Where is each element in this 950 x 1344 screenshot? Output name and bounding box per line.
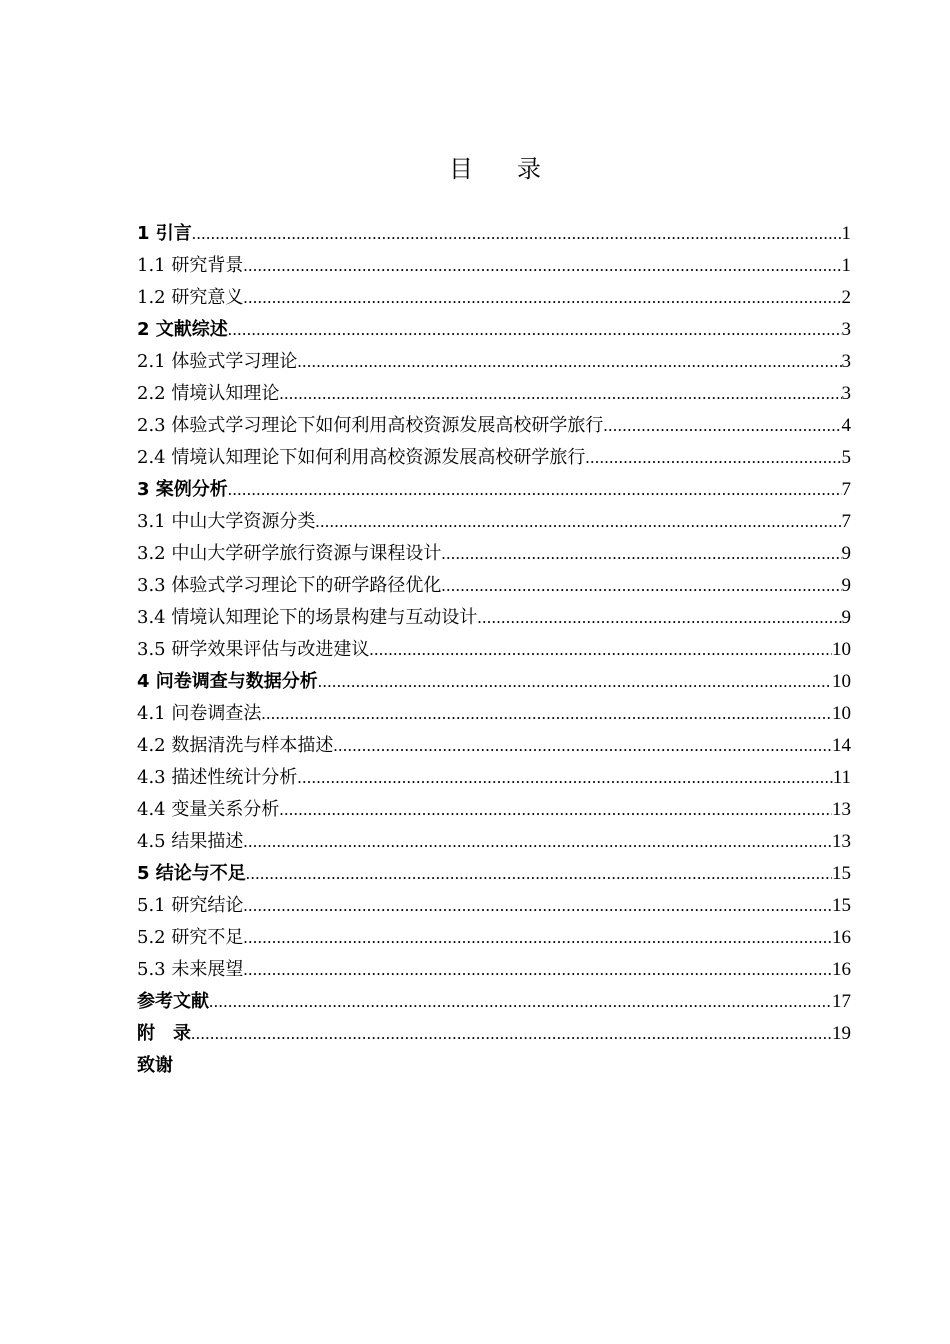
toc-dot-leader <box>209 986 832 1018</box>
toc-dot-leader <box>333 730 832 762</box>
toc-entry-label: 3.3 体验式学习理论下的研学路径优化 <box>137 575 442 596</box>
toc-dot-leader <box>243 282 841 314</box>
toc-entry-page-number: 15 <box>832 863 851 884</box>
toc-entry[interactable] <box>137 826 851 858</box>
toc-entry-page-number: 11 <box>832 767 851 788</box>
toc-dot-leader <box>585 442 841 474</box>
toc-entry-label: 4 问卷调查与数据分析 <box>137 671 318 692</box>
toc-entry-page-number: 13 <box>832 799 851 820</box>
toc-entry-page-number: 2 <box>841 287 851 308</box>
toc-entry-label: 4.3 描述性统计分析 <box>137 767 298 788</box>
toc-dot-leader <box>603 410 841 442</box>
toc-entry[interactable] <box>137 218 851 250</box>
toc-dot-leader <box>369 634 832 666</box>
toc-entry-page-number: 3 <box>841 383 851 404</box>
toc-entry-label: 2.1 体验式学习理论 <box>137 351 298 372</box>
toc-dot-leader <box>243 826 832 858</box>
toc-entry-page-number: 7 <box>841 479 851 500</box>
toc-entry-page-number: 9 <box>841 543 851 564</box>
toc-dot-leader <box>246 858 832 890</box>
table-of-contents <box>137 218 851 1082</box>
toc-entry-page-number: 9 <box>841 607 851 628</box>
toc-entry[interactable] <box>137 794 851 826</box>
toc-entry-page-number: 19 <box>832 1023 851 1044</box>
toc-dot-leader <box>243 922 832 954</box>
toc-entry-label: 附 录 <box>137 1023 191 1044</box>
toc-entry-label: 2 文献综述 <box>137 319 228 340</box>
toc-entry[interactable] <box>137 986 851 1018</box>
toc-entry[interactable] <box>137 1018 851 1050</box>
toc-entry-label: 致谢 <box>137 1055 173 1076</box>
toc-entry-label: 2.4 情境认知理论下如何利用高校资源发展高校研学旅行 <box>137 447 586 468</box>
toc-entry-page-number: 10 <box>832 703 851 724</box>
toc-dot-leader <box>297 346 841 378</box>
toc-entry[interactable] <box>137 538 851 570</box>
toc-entry[interactable] <box>137 1050 851 1082</box>
toc-entry-label: 3.2 中山大学研学旅行资源与课程设计 <box>137 543 442 564</box>
toc-entry-page-number: 1 <box>841 223 851 244</box>
toc-entry-label: 2.2 情境认知理论 <box>137 383 280 404</box>
toc-dot-leader <box>297 762 832 794</box>
toc-dot-leader <box>228 474 842 506</box>
toc-entry[interactable] <box>137 474 851 506</box>
toc-entry-page-number: 10 <box>832 639 851 660</box>
toc-entry-page-number: 3 <box>841 319 851 340</box>
toc-entry[interactable] <box>137 282 851 314</box>
toc-dot-leader <box>243 250 841 282</box>
page-title <box>0 152 950 188</box>
toc-entry-label: 3.5 研学效果评估与改进建议 <box>137 639 370 660</box>
toc-entry[interactable] <box>137 314 851 346</box>
title-char-2: 录 <box>517 157 541 183</box>
toc-entry[interactable] <box>137 506 851 538</box>
toc-entry-page-number: 4 <box>841 415 851 436</box>
toc-entry[interactable] <box>137 890 851 922</box>
toc-dot-leader <box>228 314 842 346</box>
toc-entry[interactable] <box>137 730 851 762</box>
toc-dot-leader <box>315 506 841 538</box>
toc-entry-page-number: 10 <box>832 671 851 692</box>
toc-entry-page-number: 7 <box>841 511 851 532</box>
toc-entry[interactable] <box>137 666 851 698</box>
toc-entry-label: 3.1 中山大学资源分类 <box>137 511 316 532</box>
toc-entry-label: 4.1 问卷调查法 <box>137 703 262 724</box>
toc-dot-leader <box>279 794 832 826</box>
toc-entry-page-number: 3 <box>841 351 851 372</box>
toc-entry-label: 4.4 变量关系分析 <box>137 799 280 820</box>
toc-entry-label: 1 引言 <box>137 223 192 244</box>
toc-entry-label: 4.2 数据清洗与样本描述 <box>137 735 334 756</box>
toc-dot-leader <box>318 666 832 698</box>
toc-entry-page-number: 9 <box>841 575 851 596</box>
toc-entry-label: 4.5 结果描述 <box>137 831 244 852</box>
toc-entry-label: 1.2 研究意义 <box>137 287 244 308</box>
toc-dot-leader <box>243 890 832 922</box>
toc-entry-label: 1.1 研究背景 <box>137 255 244 276</box>
toc-entry-label: 3 案例分析 <box>137 479 228 500</box>
toc-entry[interactable] <box>137 954 851 986</box>
toc-entry-label: 5.3 未来展望 <box>137 959 244 980</box>
toc-entry[interactable] <box>137 250 851 282</box>
toc-dot-leader <box>261 698 832 730</box>
toc-entry-page-number: 17 <box>832 991 851 1012</box>
toc-entry[interactable] <box>137 346 851 378</box>
toc-entry-page-number: 13 <box>832 831 851 852</box>
toc-dot-leader <box>441 570 841 602</box>
toc-entry-page-number: 16 <box>832 927 851 948</box>
toc-dot-leader <box>477 602 841 634</box>
toc-entry-label: 5 结论与不足 <box>137 863 246 884</box>
toc-entry-label: 5.1 研究结论 <box>137 895 244 916</box>
toc-entry-page-number: 14 <box>832 735 851 756</box>
toc-entry-label: 2.3 体验式学习理论下如何利用高校资源发展高校研学旅行 <box>137 415 604 436</box>
toc-entry-page-number: 15 <box>832 895 851 916</box>
toc-entry[interactable] <box>137 858 851 890</box>
toc-entry[interactable] <box>137 378 851 410</box>
toc-entry-page-number: 5 <box>841 447 851 468</box>
toc-dot-leader <box>279 378 841 410</box>
toc-dot-leader <box>191 1018 832 1050</box>
toc-entry[interactable] <box>137 602 851 634</box>
toc-entry[interactable] <box>137 698 851 730</box>
toc-dot-leader <box>192 218 842 250</box>
toc-entry[interactable] <box>137 442 851 474</box>
toc-entry-page-number: 16 <box>832 959 851 980</box>
toc-entry[interactable] <box>137 762 851 794</box>
toc-entry-page-number: 1 <box>841 255 851 276</box>
toc-entry-label: 5.2 研究不足 <box>137 927 244 948</box>
title-char-1: 目 <box>449 157 473 183</box>
toc-entry-label: 参考文献 <box>137 991 209 1012</box>
toc-dot-leader <box>243 954 832 986</box>
toc-entry[interactable] <box>137 570 851 602</box>
toc-entry[interactable] <box>137 634 851 666</box>
toc-dot-leader <box>441 538 841 570</box>
toc-entry-label: 3.4 情境认知理论下的场景构建与互动设计 <box>137 607 478 628</box>
toc-entry[interactable] <box>137 922 851 954</box>
toc-entry[interactable] <box>137 410 851 442</box>
